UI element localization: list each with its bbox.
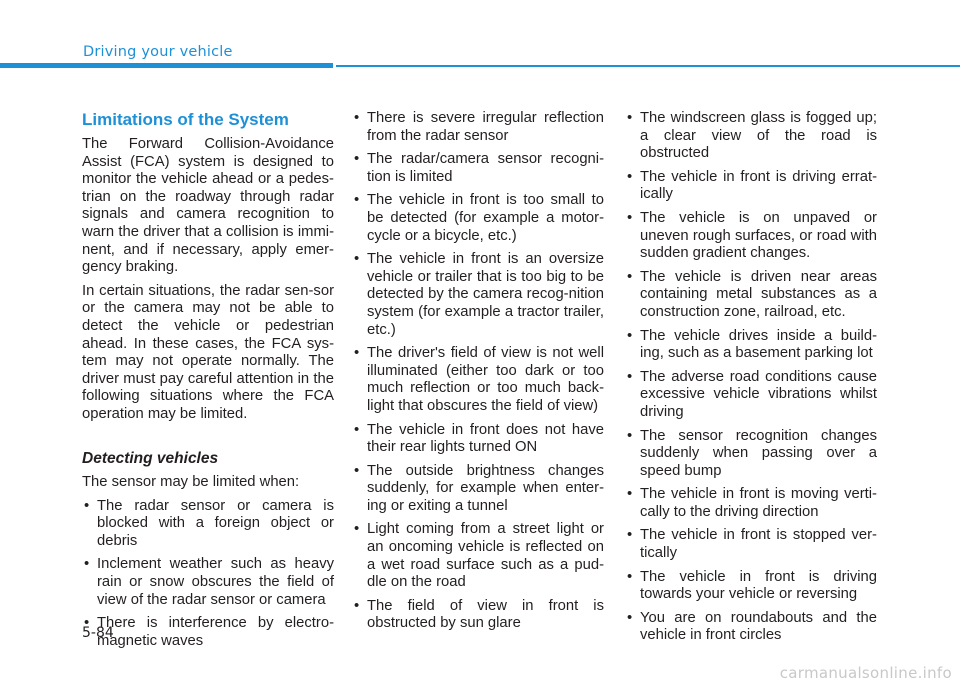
watermark: carmanualsonline.info — [779, 664, 952, 682]
list-item: • The radar sensor or camera is blocked with a foreign object or debris — [82, 498, 334, 551]
list-item: • The vehicle is driven near areas containing metal substances as a construction zone, railroad, etc. — [625, 269, 877, 322]
list-item: • The adverse road conditions cause excessive vehicle vibrations whilst driving — [625, 369, 877, 422]
list-item: • The radar/camera sensor recogni-tion is limited — [352, 151, 604, 186]
list-item: • The vehicle in front is driving errat-ically — [625, 169, 877, 204]
paragraph: The Forward Collision-Avoidance Assist (FCA) system is designed to monitor the vehicle ahead or a pedes-trian on the roadway through radar signals and camera recognition to warn the driver that a collision is immi-nent, and if necessary, apply emer-gency braking. — [82, 136, 334, 276]
list-item: • The vehicle drives inside a build-ing, such as a basement parking lot — [625, 328, 877, 363]
list-item: • The vehicle in front is driving towards your vehicle or reversing — [625, 569, 877, 604]
header-rule-thin — [336, 65, 960, 67]
subheading: Detecting vehicles — [82, 449, 219, 467]
list-item: • The vehicle in front is too small to be detected (for example a motor-cycle or a bicycle, etc.) — [352, 192, 604, 245]
list-item: • The vehicle in front does not have their rear lights turned ON — [352, 422, 604, 457]
list-item: • The windscreen glass is fogged up; a clear view of the road is obstructed — [625, 110, 877, 163]
list-item: • The vehicle in front is moving verti-cally to the driving direction — [625, 486, 877, 521]
list-item: • The field of view in front is obstructed by sun glare — [352, 598, 604, 633]
list-item: • The vehicle in front is an oversize vehicle or trailer that is too big to be detected by the camera recog-nition system (for example a tractor trailer, etc.) — [352, 251, 604, 339]
list-item: • The outside brightness changes suddenly, for example when enter-ing or exiting a tunnel — [352, 463, 604, 516]
list-item: • Light coming from a street light or an oncoming vehicle is reflected on a wet road surface such as a pud-dle on the road — [352, 521, 604, 591]
list-item: • You are on roundabouts and the vehicle in front circles — [625, 610, 877, 645]
list-item: • There is interference by electro-magnetic waves — [82, 615, 334, 650]
column-1 — [82, 110, 334, 656]
section-heading: Limitations of the System — [82, 110, 289, 129]
page-number: 5-84 — [82, 625, 114, 641]
bullet-list — [352, 110, 604, 633]
bullet-list — [82, 498, 334, 651]
column-3 — [625, 110, 877, 651]
list-item: • The driver's field of view is not well illuminated (either too dark or too much reflection or too much back-light that obscures the field of view) — [352, 345, 604, 415]
header-rule-thick — [0, 63, 333, 68]
list-item: • There is severe irregular reflection from the radar sensor — [352, 110, 604, 145]
paragraph: In certain situations, the radar sen-sor or the camera may not be able to detect the vehicle or pedestrian ahead. In these cases, the FCA sys-tem may not operate normally. The driver must pay careful attention in the following situations where the FCA operation may be limited. — [82, 282, 334, 422]
list-item: • Inclement weather such as heavy rain or snow obscures the field of view of the radar sensor or camera — [82, 556, 334, 609]
column-2 — [352, 110, 604, 639]
section-title: Driving your vehicle — [83, 44, 233, 60]
intro-text: The sensor may be limited when: — [82, 474, 300, 491]
list-item: • The vehicle is on unpaved or uneven rough surfaces, or road with sudden gradient changes. — [625, 210, 877, 263]
list-item: • The vehicle in front is stopped ver-tically — [625, 527, 877, 562]
list-item: • The sensor recognition changes suddenly when passing over a speed bump — [625, 428, 877, 481]
bullet-list — [625, 110, 877, 645]
